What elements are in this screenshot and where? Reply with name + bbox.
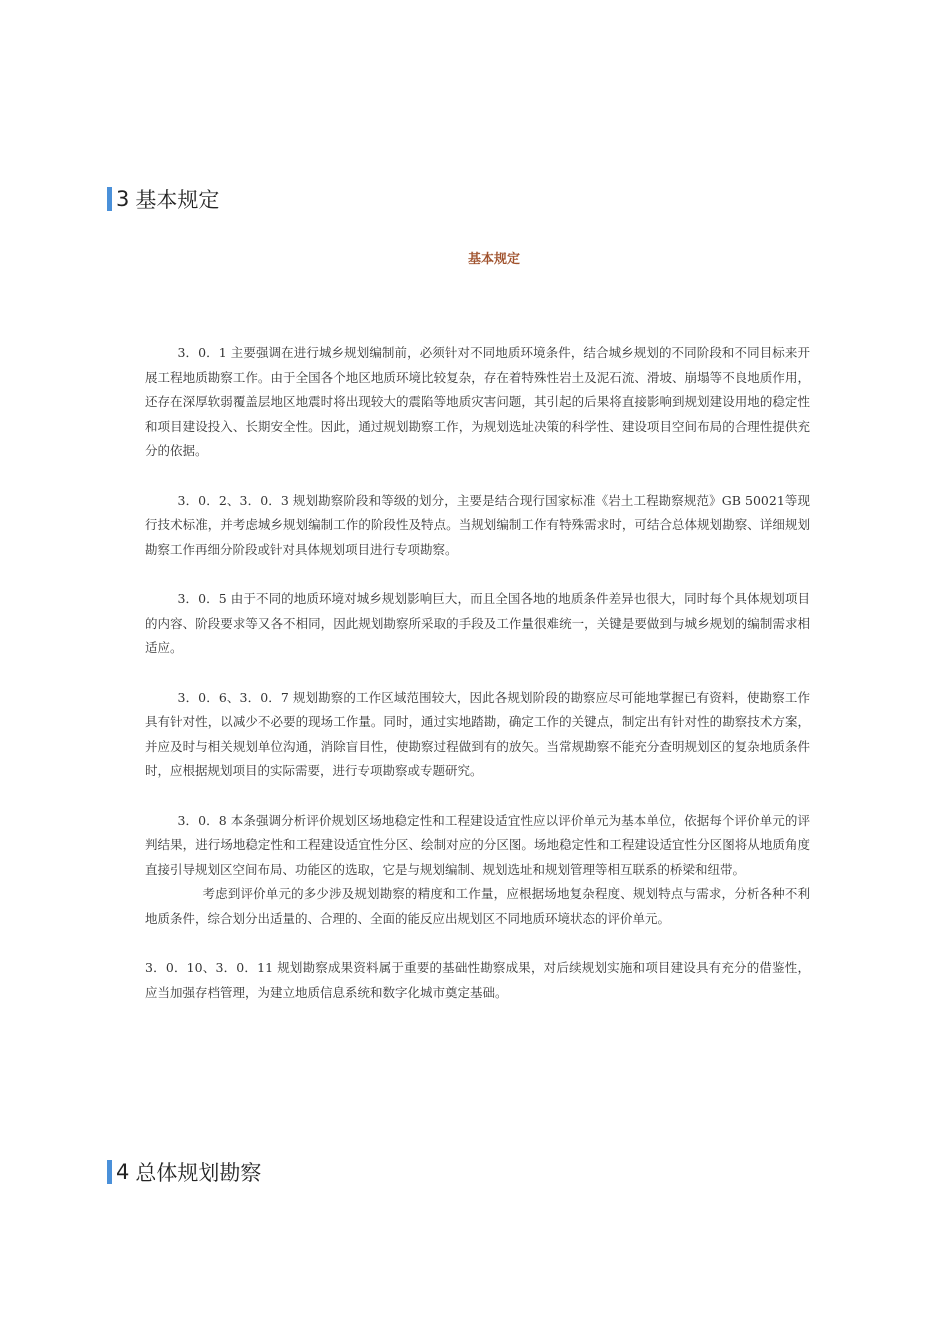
paragraph-3-0-6: 3．0．6、3．0．7 规划勘察的工作区域范围较大，因此各规划阶段的勘察应尽可能地掌握已有资料，使勘察工作具有针对性，以减少不必要的现场工作量。同时，通过实地踏勘，确定工作的关键点，制定出有针对性的勘察技术方案，并应及时与相关规划单位沟通，消除盲目性，使勘察过程做到有的放矢。当常规勘察不能充分查明规划区的复杂地质条件时，应根据规划项目的实际需要，进行专项勘察或专题研究。 [145, 689, 810, 778]
section-number: 4 [116, 1160, 130, 1184]
section-title: 总体规划勘察 [135, 1161, 262, 1185]
paragraph-3-0-8-continued: 考虑到评价单元的多少涉及规划勘察的精度和工作量，应根据场地复杂程度、规划特点与需求，分析各种不利地质条件，综合划分出适量的、合理的、全面的能反应出规划区不同地质环境状态的评价单元。 [145, 886, 810, 926]
section-number: 3 [116, 187, 130, 211]
paragraph-3-0-1: 3．0．1 主要强调在进行城乡规划编制前，必须针对不同地质环境条件，结合城乡规划的不同阶段和不同目标来开展工程地质勘察工作。由于全国各个地区地质环境比较复杂，存在着特殊性岩土及泥石流、滑坡、崩塌等不良地质作用，还存在深厚软弱覆盖层地区地震时将出现较大的震陷等地质灾害问题，其引起的后果将直接影响到规划建设用地的稳定性和项目建设投入、长期安全性。因此，通过规划勘察工作，为规划选址决策的科学性、建设项目空间布局的合理性提供充分的依据。 [145, 345, 810, 458]
section-heading-3 [107, 184, 219, 214]
section-heading-4 [107, 1157, 261, 1187]
body-content [145, 341, 810, 1030]
paragraph-3-0-5: 3．0．5 由于不同的地质环境对城乡规划影响巨大，而且全国各地的地质条件差异也很大，同时每个具体规划项目的内容、阶段要求等又各不相同，因此规划勘察所采取的手段及工作量很难统一，关键是要做到与城乡规划的编制需求相适应。 [145, 591, 810, 655]
paragraph-3-0-8: 3．0．8 本条强调分析评价规划区场地稳定性和工程建设适宜性应以评价单元为基本单位，依据每个评价单元的评判结果，进行场地稳定性和工程建设适宜性分区、绘制对应的分区图。场地稳定性和工程建设适宜性分区图将从地质角度直接引导规划区空间布局、功能区的选取，它是与规划编制、规划选址和规划管理等相互联系的桥梁和纽带。 [145, 812, 810, 877]
paragraph-3-0-10: 3．0．10、3．0．11 规划勘察成果资料属于重要的基础性勘察成果，对后续规划实施和项目建设具有充分的借鉴性，应当加强存档管理，为建立地质信息系统和数字化城市奠定基础。 [145, 960, 810, 1000]
heading-accent-bar [107, 187, 112, 211]
page-subtitle: 基本规定 [467, 252, 520, 267]
heading-accent-bar [107, 1160, 112, 1184]
paragraph-3-0-2: 3．0．2、3．0．3 规划勘察阶段和等级的划分，主要是结合现行国家标准《岩土工程勘察规范》GB 50021等现行技术标准，并考虑城乡规划编制工作的阶段性及特点。当规划编制工作有特殊需求时，可结合总体规划勘察、详细规划勘察工作再细分阶段或针对具体规划项目进行专项勘察。 [145, 492, 810, 557]
section-title: 基本规定 [135, 188, 220, 212]
